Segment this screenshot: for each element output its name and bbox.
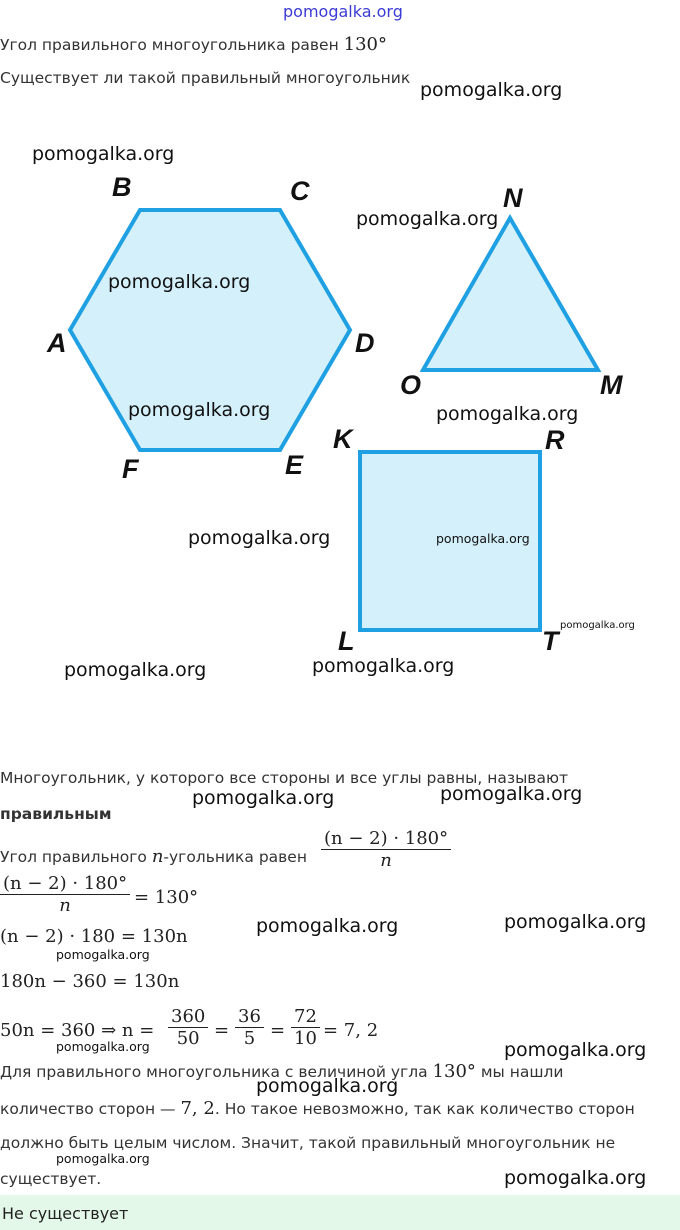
formula-intro-text-a: Угол правильного (0, 848, 152, 866)
conclusion-text-1a: Для правильного многоугольника с величиной угла (0, 1063, 428, 1081)
conclusion-text-2b: . Но такое невозможно, так как количество сторон (214, 1100, 635, 1118)
watermark: pomogalka.org (256, 915, 399, 937)
vertex-label-a: A (47, 328, 67, 358)
watermark: pomogalka.org (56, 947, 150, 962)
watermark: pomogalka.org (32, 143, 175, 165)
vertex-label-c: C (290, 176, 310, 206)
conclusion-text-2a: количество сторон — (0, 1100, 176, 1118)
watermark: pomogalka.org (420, 79, 563, 101)
eq4-f2-numerator: 36 (238, 1006, 261, 1027)
equation-4-eq-1: = (214, 1020, 230, 1041)
watermark: pomogalka.org (56, 1039, 150, 1054)
eq4-f3-denominator: 10 (294, 1028, 317, 1049)
vertex-label-o: O (400, 370, 422, 400)
triangle-shape (423, 218, 598, 370)
watermark: pomogalka.org (436, 531, 530, 546)
vertex-label-d: D (355, 328, 375, 358)
equation-4-fraction-3 (291, 1006, 320, 1049)
angle-value: 130° (343, 34, 388, 55)
fraction-denominator: n (380, 850, 392, 871)
formula-intro-text-b: -угольника равен (163, 848, 307, 866)
equation-4-fraction-2 (235, 1006, 264, 1049)
equation-1-rhs: = 130° (134, 887, 199, 908)
angle-formula-fraction (321, 828, 451, 871)
watermark: pomogalka.org (192, 787, 335, 809)
eq1-numerator: (n − 2) · 180° (3, 873, 128, 894)
formula-intro (0, 846, 307, 867)
equation-3: 180n − 360 = 130n (0, 971, 180, 992)
vertex-label-n: N (503, 183, 523, 213)
eq4-f2-denominator: 5 (243, 1028, 256, 1049)
fraction-numerator: (n − 2) · 180° (324, 828, 449, 849)
answer-box (0, 1195, 680, 1230)
watermark: pomogalka.org (128, 399, 271, 421)
watermark: pomogalka.org (188, 527, 331, 549)
vertex-label-r: R (545, 425, 565, 455)
problem-line-2: Существует ли такой правильный многоугольник (0, 69, 411, 87)
watermark-top: pomogalka.org (283, 2, 403, 21)
watermark: pomogalka.org (64, 659, 207, 681)
watermark: pomogalka.org (56, 1151, 150, 1166)
watermark: pomogalka.org (436, 403, 579, 425)
equation-4-result: = 7, 2 (323, 1020, 379, 1041)
vertex-label-l: L (338, 626, 355, 656)
formula-intro-n: n (151, 846, 164, 867)
watermark: pomogalka.org (256, 1075, 399, 1097)
definition-line-1: Многоугольник, у которого все стороны и все углы равны, называют (0, 769, 569, 787)
watermark: pomogalka.org (560, 620, 635, 631)
equation-2: (n − 2) · 180 = 130n (0, 926, 188, 947)
eq4-f1-denominator: 50 (176, 1028, 200, 1049)
watermark: pomogalka.org (312, 655, 455, 677)
vertex-label-m: M (600, 370, 623, 400)
watermark: pomogalka.org (356, 208, 499, 230)
vertex-label-t: T (542, 626, 559, 656)
watermark: pomogalka.org (108, 271, 251, 293)
conclusion-line-3: должно быть целым числом. Значит, такой правильный многоугольник не (0, 1134, 616, 1152)
vertex-label-b: B (112, 172, 132, 202)
conclusion-sides-value: 7, 2 (180, 1098, 215, 1119)
answer-text: Не существует (2, 1204, 129, 1223)
eq1-denominator: n (59, 895, 71, 916)
watermark: pomogalka.org (504, 1039, 647, 1061)
watermark: pomogalka.org (440, 783, 583, 805)
eq4-f3-numerator: 72 (294, 1006, 317, 1027)
watermark: pomogalka.org (504, 911, 647, 933)
conclusion-angle: 130° (432, 1061, 476, 1082)
vertex-label-e: E (285, 450, 304, 480)
equation-1-fraction (0, 873, 130, 916)
vertex-label-f: F (122, 454, 139, 484)
equation-4-lhs: 50n = 360 ⇒ n = (0, 1020, 155, 1041)
eq4-f1-numerator: 360 (171, 1006, 206, 1027)
equation-4-eq-2: = (270, 1020, 286, 1041)
conclusion-line-2 (0, 1098, 635, 1119)
definition-line-2: правильным (0, 805, 112, 823)
conclusion-text-1b: мы нашли (480, 1063, 564, 1081)
watermark: pomogalka.org (504, 1167, 647, 1189)
problem-text: Угол правильного многоугольника равен (0, 36, 339, 54)
equation-4-fraction-1 (168, 1006, 208, 1049)
conclusion-line-4: существует. (0, 1170, 102, 1188)
vertex-label-k: K (333, 424, 353, 454)
